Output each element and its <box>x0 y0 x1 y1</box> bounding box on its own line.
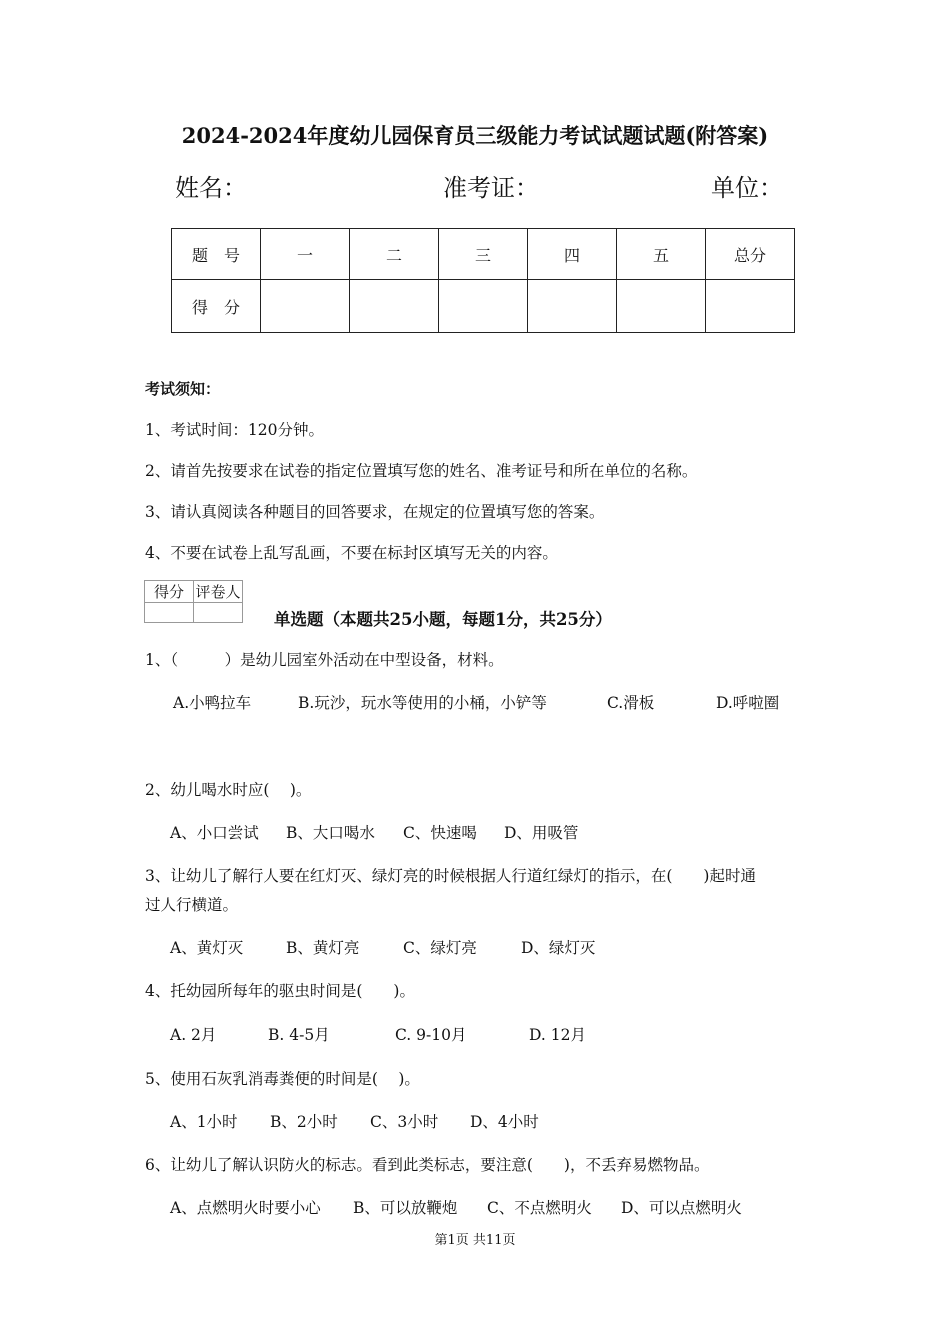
option-d[interactable]: D、可以点燃明火 <box>621 1199 742 1217</box>
grader-name-cell[interactable] <box>194 603 243 623</box>
option-b[interactable]: B、黄灯亮 <box>286 939 360 957</box>
option-a[interactable]: A. 2月 <box>170 1026 217 1044</box>
option-d[interactable]: D.呼啦圈 <box>716 694 780 712</box>
score-cell[interactable] <box>261 280 350 333</box>
option-d[interactable]: D. 12月 <box>529 1026 586 1044</box>
question-stem: 1、（ ）是幼儿园室外活动在中型设备，材料。 <box>145 651 504 669</box>
question-stem: 2、幼儿喝水时应( )。 <box>145 781 312 799</box>
score-cell[interactable] <box>439 280 528 333</box>
notice-item: 2、请首先按要求在试卷的指定位置填写您的姓名、准考证号和所在单位的名称。 <box>145 462 698 480</box>
page-footer: 第1页 共11页 <box>434 1233 516 1248</box>
option-a[interactable]: A.小鸭拉车 <box>173 694 252 712</box>
question-stem-continued: 过人行横道。 <box>145 896 239 914</box>
name-field-label: 姓名： <box>175 174 247 202</box>
score-table <box>171 228 795 333</box>
section-title: 单选题（本题共25小题，每题1分，共25分） <box>274 610 612 629</box>
grader-score-label: 得分 <box>145 581 194 603</box>
option-b[interactable]: B、2小时 <box>270 1113 338 1131</box>
score-row-label: 得 分 <box>172 280 261 333</box>
option-b[interactable]: B. 4-5月 <box>268 1026 330 1044</box>
option-d[interactable]: D、4小时 <box>470 1113 539 1131</box>
option-b[interactable]: B、可以放鞭炮 <box>353 1199 458 1217</box>
score-table-header-cell: 总分 <box>706 229 795 280</box>
option-c[interactable]: C. 9-10月 <box>395 1026 467 1044</box>
grader-score-cell[interactable] <box>145 603 194 623</box>
question-stem: 3、让幼儿了解行人要在红灯灭、绿灯亮的时候根据人行道红绿灯的指示，在( )起时通 <box>145 867 756 885</box>
option-a[interactable]: A、点燃明火时要小心 <box>170 1199 321 1217</box>
notice-item: 1、考试时间：120分钟。 <box>145 421 324 439</box>
option-d[interactable]: D、绿灯灭 <box>521 939 596 957</box>
score-table-header-cell: 三 <box>439 229 528 280</box>
option-a[interactable]: A、黄灯灭 <box>170 939 244 957</box>
score-table-header-cell: 二 <box>350 229 439 280</box>
option-b[interactable]: B.玩沙，玩水等使用的小桶，小铲等 <box>298 694 547 712</box>
score-cell[interactable] <box>706 280 795 333</box>
score-table-header-cell: 五 <box>617 229 706 280</box>
option-a[interactable]: A、小口尝试 <box>170 824 259 842</box>
option-a[interactable]: A、1小时 <box>170 1113 238 1131</box>
option-d[interactable]: D、用吸管 <box>504 824 579 842</box>
notice-item: 3、请认真阅读各种题目的回答要求，在规定的位置填写您的答案。 <box>145 503 605 521</box>
score-table-score-row <box>172 280 795 333</box>
option-c[interactable]: C、快速喝 <box>403 824 477 842</box>
question-stem: 6、让幼儿了解认识防火的标志。看到此类标志，要注意( )，不丢弃易燃物品。 <box>145 1156 710 1174</box>
exam-id-field-label: 准考证： <box>443 174 539 202</box>
score-cell[interactable] <box>617 280 706 333</box>
option-c[interactable]: C、绿灯亮 <box>403 939 477 957</box>
page-title: 2024-2024年度幼儿园保育员三级能力考试试题试题(附答案) <box>181 123 769 148</box>
notice-item: 4、不要在试卷上乱写乱画，不要在标封区填写无关的内容。 <box>145 544 558 562</box>
score-cell[interactable] <box>528 280 617 333</box>
option-c[interactable]: C、3小时 <box>370 1113 439 1131</box>
question-stem: 4、托幼园所每年的驱虫时间是( )。 <box>145 982 415 1000</box>
score-table-header-cell: 题 号 <box>172 229 261 280</box>
score-table-header-cell: 四 <box>528 229 617 280</box>
grader-box <box>144 580 243 623</box>
option-c[interactable]: C、不点燃明火 <box>487 1199 592 1217</box>
unit-field-label: 单位： <box>711 174 783 202</box>
grader-name-label: 评卷人 <box>194 581 243 603</box>
score-cell[interactable] <box>350 280 439 333</box>
score-table-header-row <box>172 229 795 280</box>
notice-heading: 考试须知： <box>145 380 221 398</box>
option-b[interactable]: B、大口喝水 <box>286 824 375 842</box>
question-stem: 5、使用石灰乳消毒粪便的时间是( )。 <box>145 1070 420 1088</box>
score-table-header-cell: 一 <box>261 229 350 280</box>
option-c[interactable]: C.滑板 <box>607 694 655 712</box>
